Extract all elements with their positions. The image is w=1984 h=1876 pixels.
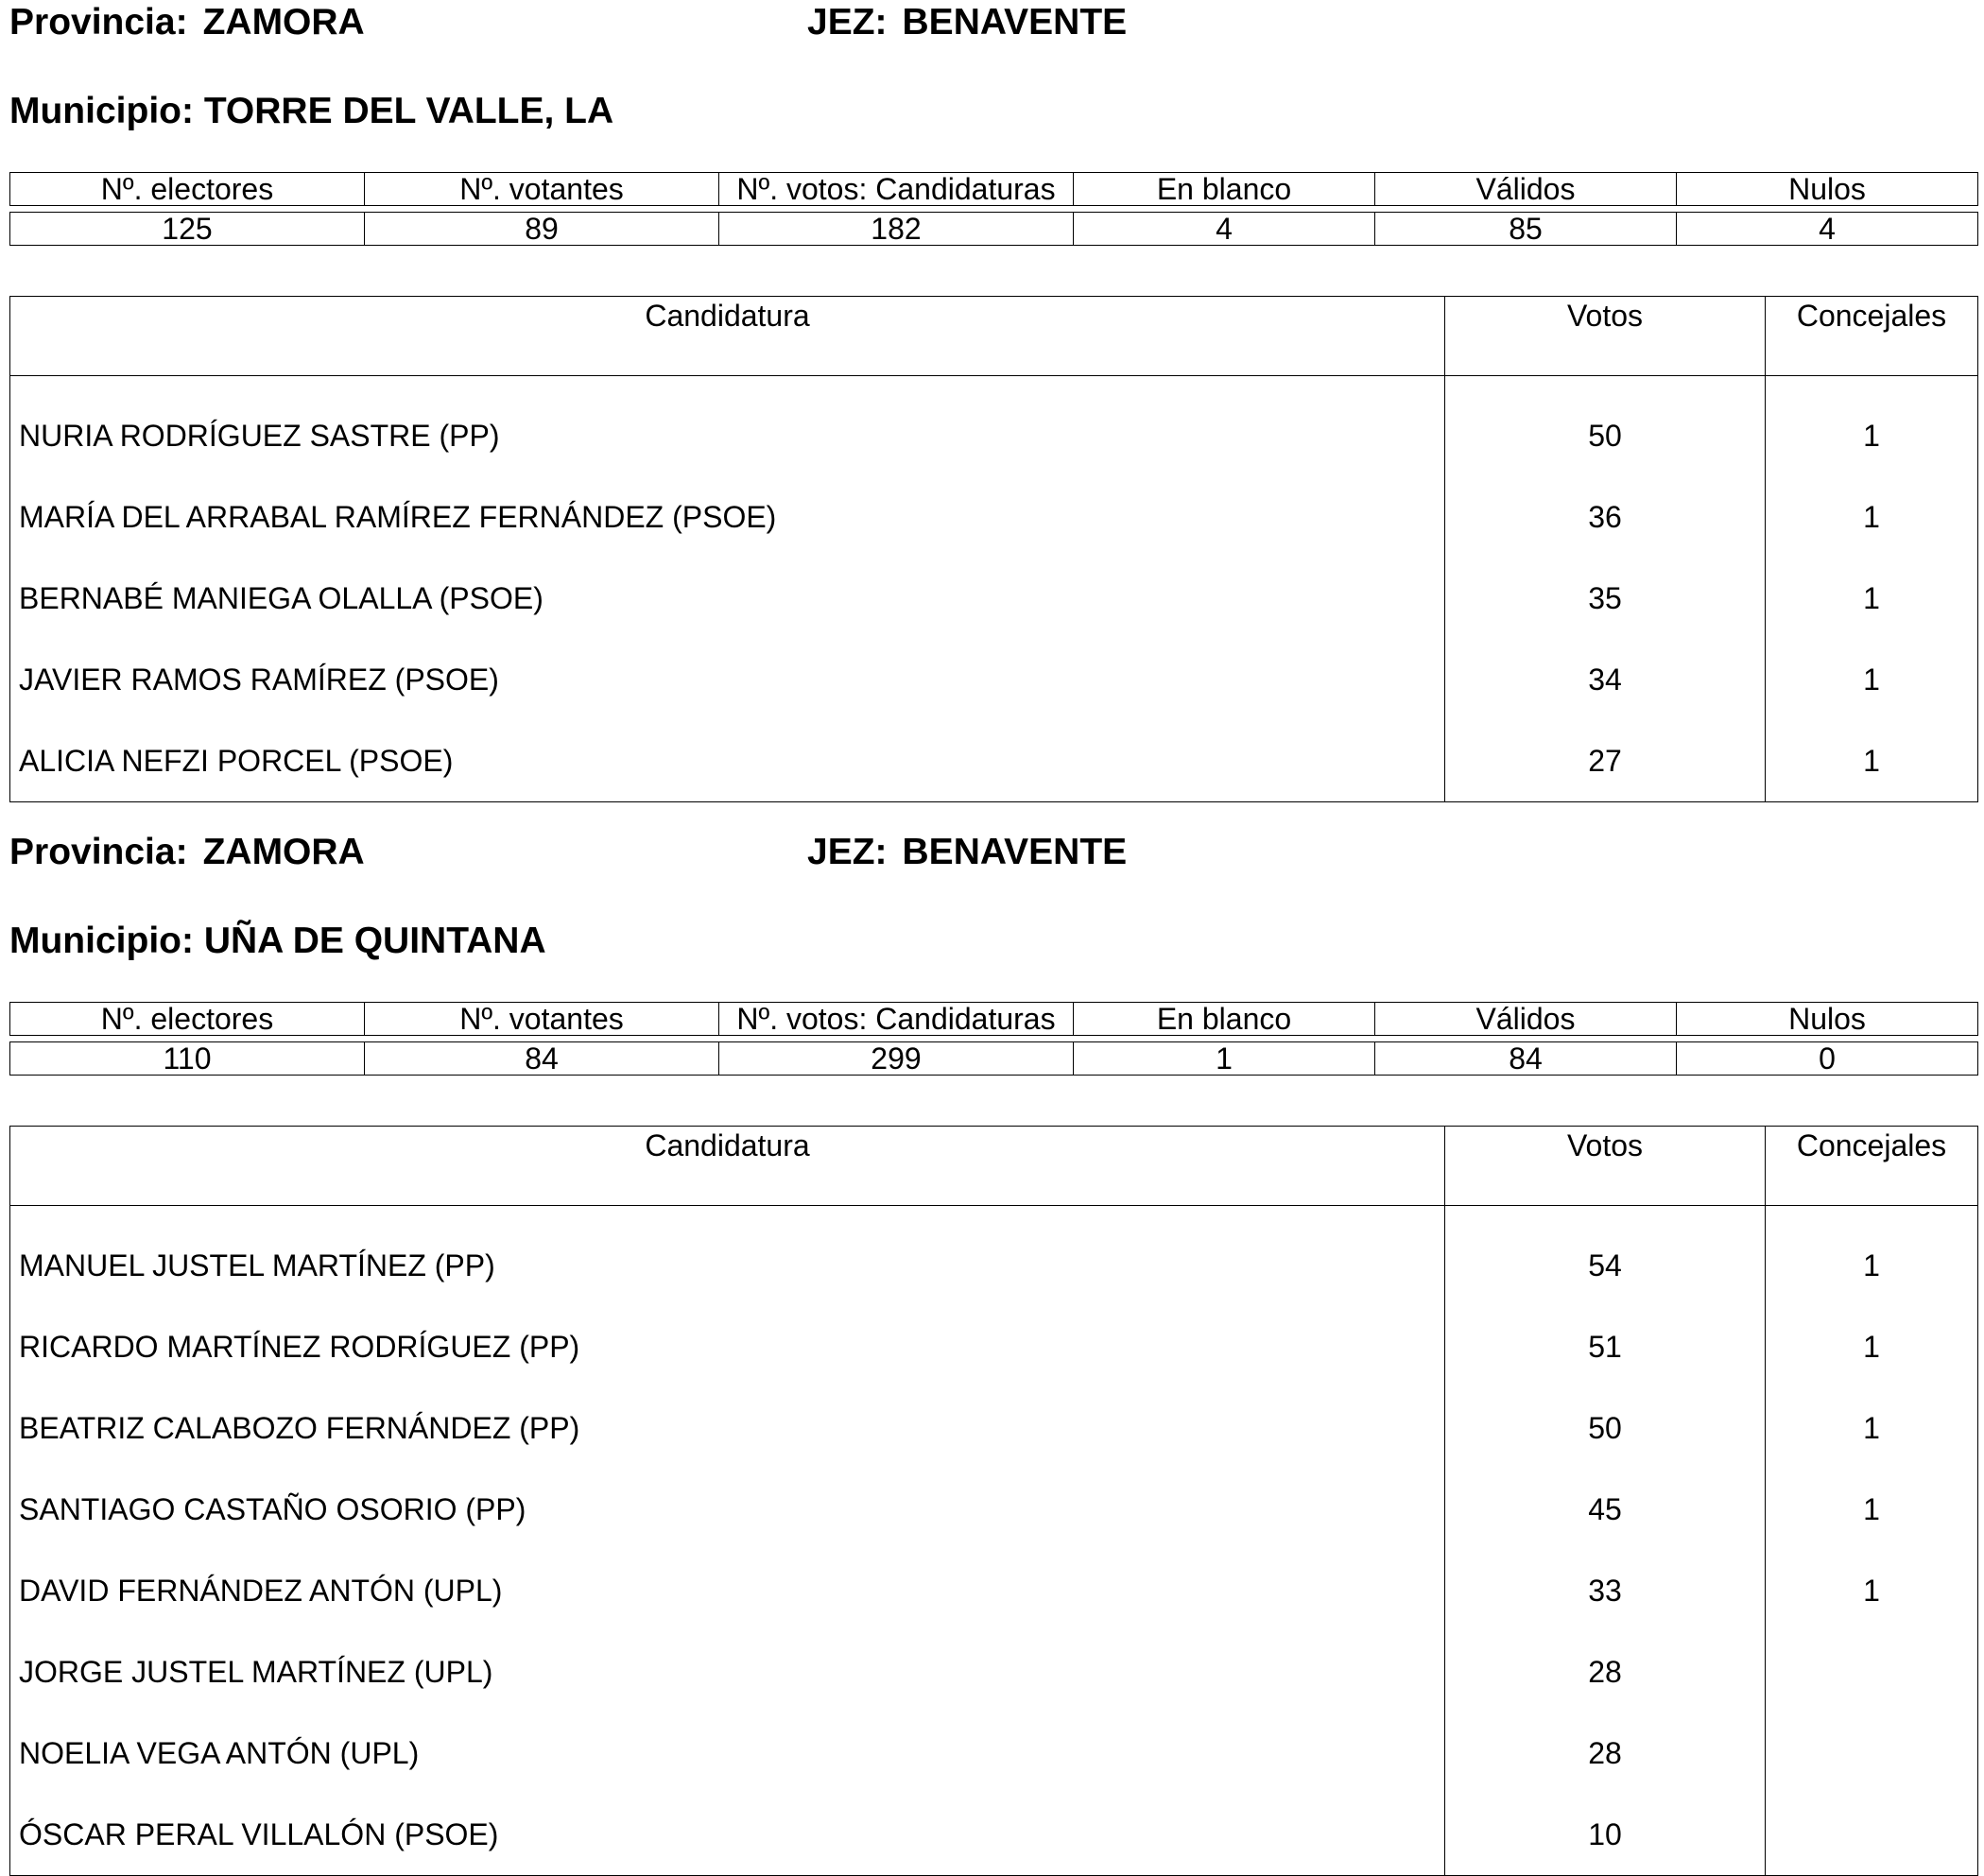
table-row: [10, 1631, 1978, 1712]
provincia-value: ZAMORA: [202, 832, 365, 872]
jez-heading: [807, 0, 1127, 45]
jez-value: BENAVENTE: [902, 2, 1128, 43]
jez-label: JEZ:: [807, 2, 888, 43]
table-row: [10, 1794, 1978, 1876]
stats-header-cell: Válidos: [1375, 173, 1677, 206]
candidate-votes: 27: [1445, 720, 1766, 802]
candidate-name: ALICIA NEFZI PORCEL (PSOE): [19, 743, 454, 778]
results-header-row: [10, 1127, 1978, 1206]
stats-value-row: [10, 213, 1978, 246]
stats-header-row: [10, 173, 1978, 206]
candidate-name: BERNABÉ MANIEGA OLALLA (PSOE): [19, 580, 543, 615]
provincia-label: Provincia:: [9, 832, 188, 872]
stats-value-cell: 182: [719, 213, 1074, 246]
jez-heading: [807, 830, 1127, 875]
provincia-heading: [9, 0, 365, 45]
candidatura-header: Candidatura: [10, 1127, 1445, 1206]
stats-value-cell: 84: [365, 1042, 719, 1076]
candidate-seats: 1: [1766, 476, 1978, 558]
results-header-row: [10, 297, 1978, 376]
candidate-votes: 33: [1445, 1550, 1766, 1631]
stats-header-cell: Nº. electores: [10, 173, 365, 206]
candidate-name: BEATRIZ CALABOZO FERNÁNDEZ (PP): [19, 1410, 580, 1445]
candidate-seats: 1: [1766, 1306, 1978, 1387]
concejales-header: Concejales: [1766, 1127, 1978, 1206]
stats-gap: [10, 206, 1978, 213]
table-row: [10, 1550, 1978, 1631]
stats-header-cell: Nulos: [1677, 173, 1978, 206]
candidate-seats: 1: [1766, 720, 1978, 802]
stats-header-row: [10, 1003, 1978, 1036]
candidate-seats: [1766, 1794, 1978, 1876]
candidate-name: MARÍA DEL ARRABAL RAMÍREZ FERNÁNDEZ (PSOE): [19, 499, 777, 534]
candidate-name: RICARDO MARTÍNEZ RODRÍGUEZ (PP): [19, 1329, 580, 1364]
stats-table: [9, 1002, 1978, 1076]
table-row: [10, 639, 1978, 720]
table-row: [10, 558, 1978, 639]
candidate-name: JORGE JUSTEL MARTÍNEZ (UPL): [19, 1654, 493, 1689]
table-row: [10, 1206, 1978, 1307]
candidate-votes: 10: [1445, 1794, 1766, 1876]
municipio-label: Municipio:: [9, 91, 194, 131]
table-row: [10, 1469, 1978, 1550]
provincia-heading: [9, 830, 365, 875]
candidate-votes: 28: [1445, 1631, 1766, 1712]
votos-header: Votos: [1445, 1127, 1766, 1206]
candidate-seats: 1: [1766, 1469, 1978, 1550]
candidate-votes: 54: [1445, 1206, 1766, 1307]
candidate-name: DAVID FERNÁNDEZ ANTÓN (UPL): [19, 1573, 503, 1608]
jez-label: JEZ:: [807, 832, 888, 872]
candidate-votes: 45: [1445, 1469, 1766, 1550]
table-row: [10, 1387, 1978, 1469]
candidate-seats: 1: [1766, 639, 1978, 720]
concejales-header: Concejales: [1766, 297, 1978, 376]
provincia-label: Provincia:: [9, 2, 188, 43]
candidate-seats: 1: [1766, 376, 1978, 477]
candidate-seats: 1: [1766, 1387, 1978, 1469]
candidate-votes: 50: [1445, 376, 1766, 477]
stats-header-cell: Nº. votantes: [365, 1003, 719, 1036]
stats-value-cell: 85: [1375, 213, 1677, 246]
votos-header: Votos: [1445, 297, 1766, 376]
stats-value-cell: 89: [365, 213, 719, 246]
stats-header-cell: Nº. votantes: [365, 173, 719, 206]
candidate-votes: 28: [1445, 1712, 1766, 1794]
stats-header-cell: Válidos: [1375, 1003, 1677, 1036]
candidate-seats: [1766, 1631, 1978, 1712]
candidate-name: JAVIER RAMOS RAMÍREZ (PSOE): [19, 662, 499, 697]
candidate-seats: 1: [1766, 558, 1978, 639]
candidate-seats: 1: [1766, 1206, 1978, 1307]
stats-value-row: [10, 1042, 1978, 1076]
municipio-label: Municipio:: [9, 921, 194, 961]
candidate-name: ÓSCAR PERAL VILLALÓN (PSOE): [19, 1816, 499, 1851]
candidate-name: NURIA RODRÍGUEZ SASTRE (PP): [19, 418, 500, 453]
candidate-name: NOELIA VEGA ANTÓN (UPL): [19, 1735, 420, 1770]
stats-value-cell: 110: [10, 1042, 365, 1076]
stats-value-cell: 125: [10, 213, 365, 246]
results-table: [9, 1126, 1978, 1876]
stats-value-cell: 4: [1074, 213, 1375, 246]
candidate-votes: 51: [1445, 1306, 1766, 1387]
candidate-seats: 1: [1766, 1550, 1978, 1631]
stats-value-cell: 1: [1074, 1042, 1375, 1076]
table-row: [10, 376, 1978, 477]
candidate-votes: 36: [1445, 476, 1766, 558]
stats-value-cell: 299: [719, 1042, 1074, 1076]
municipio-value: UÑA DE QUINTANA: [203, 921, 546, 961]
candidate-votes: 35: [1445, 558, 1766, 639]
stats-header-cell: En blanco: [1074, 173, 1375, 206]
stats-header-cell: Nº. votos: Candidaturas: [719, 1003, 1074, 1036]
stats-gap: [10, 1036, 1978, 1042]
stats-value-cell: 4: [1677, 213, 1978, 246]
candidate-name: MANUEL JUSTEL MARTÍNEZ (PP): [19, 1248, 495, 1282]
table-row: [10, 476, 1978, 558]
jez-value: BENAVENTE: [902, 832, 1128, 872]
candidate-votes: 50: [1445, 1387, 1766, 1469]
candidate-name: SANTIAGO CASTAÑO OSORIO (PP): [19, 1491, 526, 1526]
municipio-heading: [9, 919, 546, 964]
stats-header-cell: Nº. electores: [10, 1003, 365, 1036]
candidate-votes: 34: [1445, 639, 1766, 720]
table-row: [10, 720, 1978, 802]
candidate-seats: [1766, 1712, 1978, 1794]
table-row: [10, 1306, 1978, 1387]
municipio-value: TORRE DEL VALLE, LA: [203, 91, 614, 131]
stats-value-cell: 84: [1375, 1042, 1677, 1076]
results-table: [9, 296, 1978, 802]
table-row: [10, 1712, 1978, 1794]
stats-header-cell: Nulos: [1677, 1003, 1978, 1036]
provincia-value: ZAMORA: [202, 2, 365, 43]
stats-header-cell: Nº. votos: Candidaturas: [719, 173, 1074, 206]
stats-header-cell: En blanco: [1074, 1003, 1375, 1036]
candidatura-header: Candidatura: [10, 297, 1445, 376]
stats-value-cell: 0: [1677, 1042, 1978, 1076]
stats-table: [9, 172, 1978, 246]
municipio-heading: [9, 89, 613, 134]
